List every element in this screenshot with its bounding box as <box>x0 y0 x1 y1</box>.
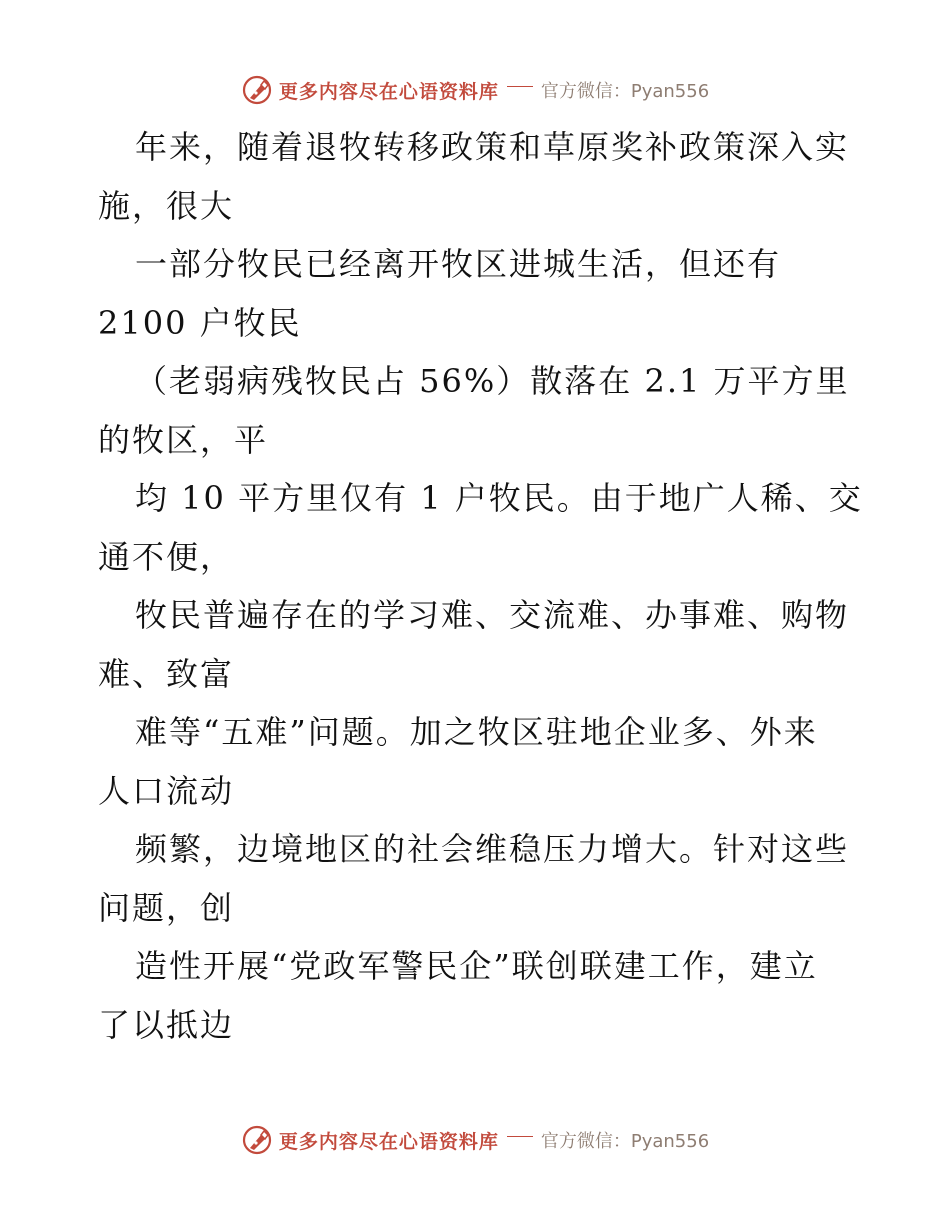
page-header <box>0 70 950 110</box>
body-line: 通不便， <box>98 537 235 576</box>
body-line: 施，很大 <box>98 186 235 225</box>
body-line: 问题，创 <box>98 888 235 927</box>
body-line: 牧民普遍存在的学习难、交流难、办事难、购物 <box>135 596 850 634</box>
body-line: 年来，随着退牧转移政策和草原奖补政策深入实 <box>135 128 850 166</box>
pen-nib-logo-icon <box>241 74 273 106</box>
body-line: 难、致富 <box>98 654 235 693</box>
body-line: 2100 户牧民 <box>98 303 302 342</box>
body-line: 的牧区，平 <box>98 420 269 459</box>
header-banner <box>241 74 709 106</box>
body-line: 一部分牧民已经离开牧区进城生活，但还有 <box>135 245 782 283</box>
body-line: 造性开展“党政军警民企”联创联建工作，建立 <box>135 947 818 985</box>
banner-title: 更多内容尽在心语资料库 <box>278 80 499 103</box>
pen-nib-logo-icon <box>241 1124 273 1156</box>
banner-divider <box>507 1136 533 1137</box>
body-line: 难等“五难”问题。加之牧区驻地企业多、外来 <box>135 713 818 751</box>
footer-banner <box>241 1124 709 1156</box>
banner-wechat: 官方微信：Pyan556 <box>540 81 710 102</box>
body-line: 均 10 平方里仅有 1 户牧民。由于地广人稀、交 <box>135 479 863 517</box>
banner-title: 更多内容尽在心语资料库 <box>278 1130 499 1153</box>
body-line: 了以抵边 <box>98 1005 235 1044</box>
body-line: （老弱病残牧民占 56%）散落在 2.1 万平方里 <box>135 362 850 400</box>
document-body <box>98 118 863 1054</box>
page-footer <box>0 1120 950 1160</box>
banner-divider <box>507 86 533 87</box>
banner-wechat: 官方微信：Pyan556 <box>540 1131 710 1152</box>
body-line: 频繁，边境地区的社会维稳压力增大。针对这些 <box>135 830 850 868</box>
body-line: 人口流动 <box>98 771 235 810</box>
